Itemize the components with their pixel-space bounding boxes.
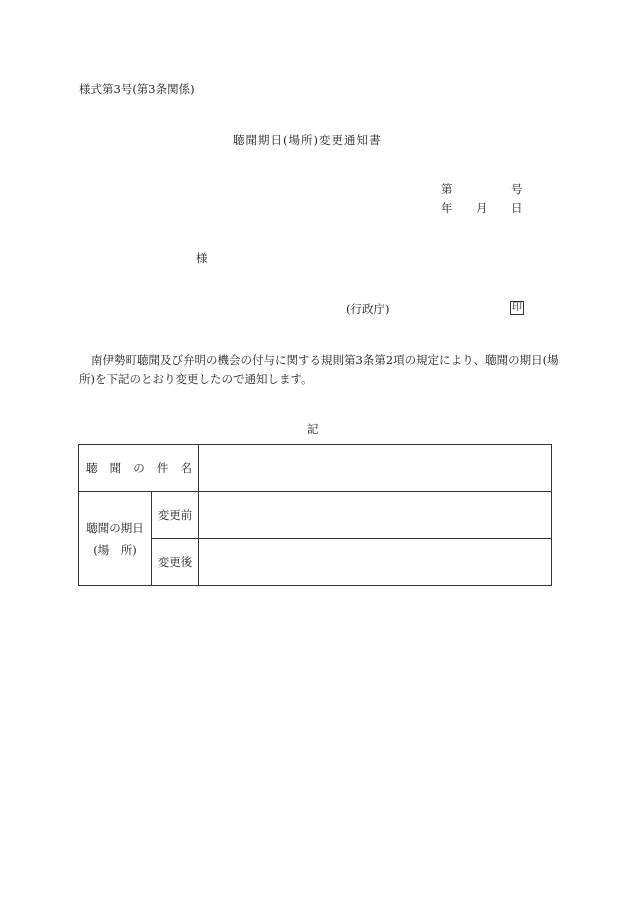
form-number: 様式第3号(第3条関係) xyxy=(79,82,195,96)
after-change-label: 変更後 xyxy=(152,539,199,586)
date-place-label: 聴聞の期日 (場 所) xyxy=(79,492,152,586)
addressee-suffix: 様 xyxy=(196,251,208,265)
table-row-before xyxy=(79,492,552,539)
issuer-label: (行政庁) xyxy=(346,302,390,316)
body-text: 南伊勢町聴聞及び弁明の機会の付与に関する規則第3条第2項の規定により、聴聞の期日(場所)を下記のとおり変更したので通知します。 xyxy=(79,353,559,386)
seal-mark: 印 xyxy=(512,302,522,313)
issue-month: 月 xyxy=(476,201,488,215)
before-change-label: 変更前 xyxy=(152,492,199,539)
table-row-case xyxy=(79,445,552,492)
case-name-label: 聴 聞 の 件 名 xyxy=(79,445,199,492)
issue-day: 日 xyxy=(511,201,523,215)
issue-number-prefix: 第 xyxy=(441,182,453,196)
notice-table xyxy=(78,444,552,586)
note-heading: 記 xyxy=(307,422,319,436)
issue-number-suffix: 号 xyxy=(511,182,523,196)
document-title: 聴聞期日(場所)変更通知書 xyxy=(233,133,382,147)
issue-year: 年 xyxy=(441,201,453,215)
after-change-value[interactable] xyxy=(199,539,552,586)
before-change-value[interactable] xyxy=(199,492,552,539)
case-name-value[interactable] xyxy=(199,445,552,492)
